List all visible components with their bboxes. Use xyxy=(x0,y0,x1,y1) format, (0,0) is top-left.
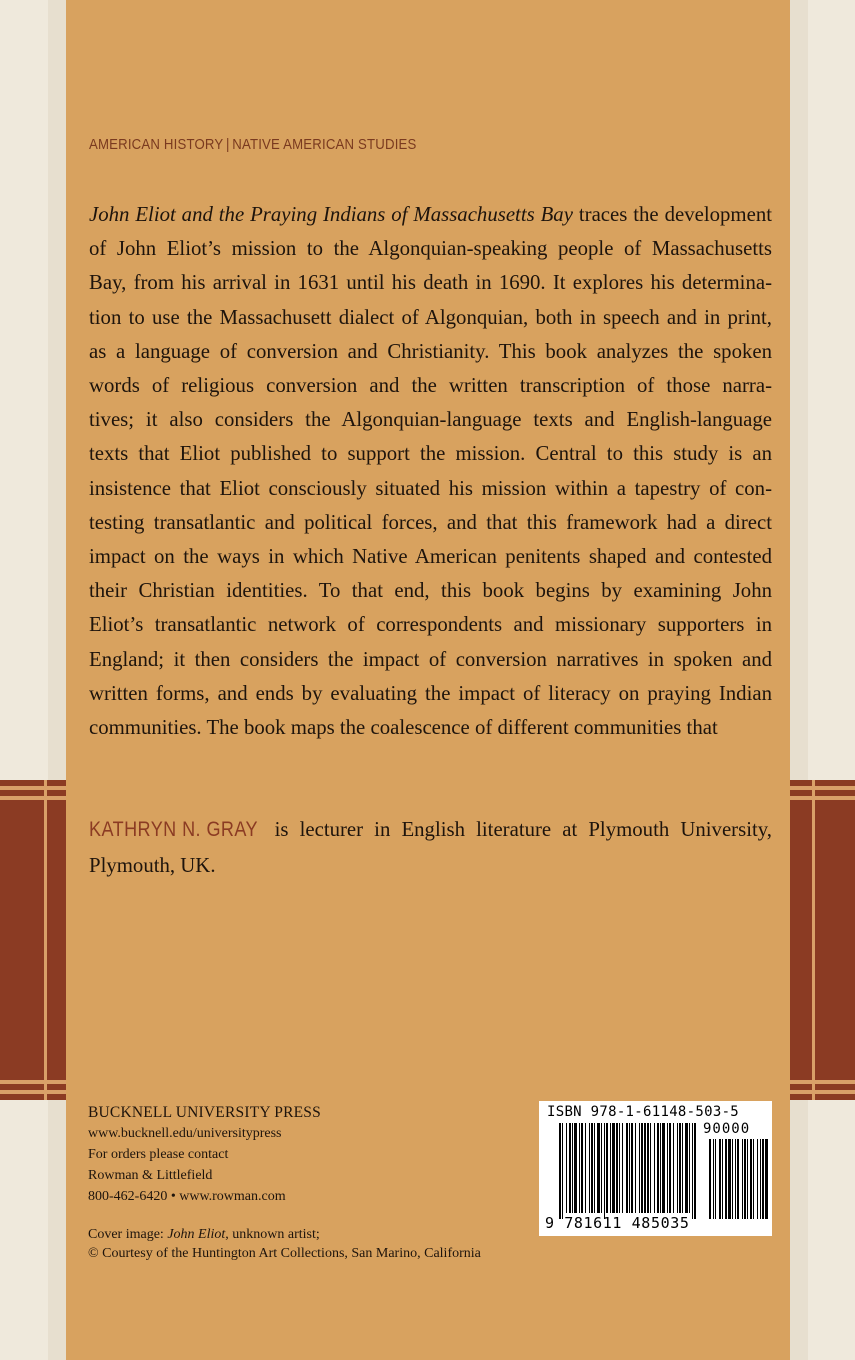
barcode-bar xyxy=(639,1123,640,1213)
barcode-bar xyxy=(585,1123,586,1213)
price-bar xyxy=(732,1139,733,1219)
description-line: as a language of conversion and Christianity. This book analyzes the spoken xyxy=(89,339,772,363)
category-native-american-studies: NATIVE AMERICAN STUDIES xyxy=(232,136,417,153)
barcode-bar xyxy=(679,1123,681,1213)
barcode-bar xyxy=(601,1123,602,1213)
barcode-bar xyxy=(581,1123,583,1213)
price-bar xyxy=(728,1139,731,1219)
barcode-bar xyxy=(650,1123,651,1213)
description-line: of John Eliot’s mission to the Algonquian-speaking people of Massachusetts xyxy=(89,237,772,261)
ean-digits: 9 781611 485035 xyxy=(545,1214,690,1232)
publisher-url: www.bucknell.edu/universitypress xyxy=(88,1126,282,1141)
description-line: insistence that Eliot consciously situated his mission within a tapestry of con- xyxy=(89,476,772,500)
barcode-bar xyxy=(644,1123,646,1213)
price-bar xyxy=(722,1139,723,1219)
description-line: Eliot’s transatlantic network of correspondents and missionary supporters in xyxy=(89,613,772,637)
description-line: words of religious conversion and the written transcription of those narra- xyxy=(89,374,772,398)
barcode-bar xyxy=(610,1123,611,1213)
barcode-bar xyxy=(692,1123,693,1219)
price-bar xyxy=(719,1139,721,1219)
barcode-bar xyxy=(694,1123,696,1219)
subject-category xyxy=(89,136,416,153)
barcode-bar xyxy=(591,1123,593,1213)
barcode-bar xyxy=(569,1123,571,1213)
isbn-number: ISBN 978-1-61148-503-5 xyxy=(547,1104,740,1120)
left-margin-strip xyxy=(0,0,48,1360)
description-line: texts that Eliot published to support the mission. Central to this study is an xyxy=(89,442,772,466)
barcode-bar xyxy=(594,1123,595,1213)
author-bio-line: KATHRYN N. GRAY is lecturer in English literature at Plymouth University, xyxy=(89,812,772,848)
description-line: England; it then considers the impact of conversion narratives in spoken and xyxy=(89,647,772,671)
right-decorative-band xyxy=(790,780,855,1100)
barcode-bar xyxy=(572,1123,573,1213)
credit-line-1: Cover image: John Eliot, unknown artist; xyxy=(88,1227,320,1242)
description-line: impact on the ways in which Native American penitents shaped and contested xyxy=(89,545,772,569)
price-bar xyxy=(709,1139,711,1219)
description-line: tives; it also considers the Algonquian-language texts and English-language xyxy=(89,408,772,432)
cover-image-credit xyxy=(88,1225,481,1263)
description-line: tion to use the Massachusett dialect of Algonquian, both in speech and in print, xyxy=(89,305,772,329)
price-bar xyxy=(747,1139,748,1219)
publisher-block xyxy=(88,1102,321,1207)
barcode-bar xyxy=(606,1123,608,1213)
barcode-bar xyxy=(641,1123,643,1213)
description-line: written forms, and ends by evaluating the impact of literacy on praying Indian xyxy=(89,681,772,705)
price-code: 90000 xyxy=(703,1121,751,1137)
price-bar xyxy=(760,1139,761,1219)
barcode-bar xyxy=(667,1123,668,1213)
barcode-bar xyxy=(657,1123,659,1213)
barcode-bar xyxy=(635,1123,636,1213)
barcode-bar xyxy=(626,1123,628,1213)
barcode-bar xyxy=(574,1123,577,1213)
distributor-name: Rowman & Littlefield xyxy=(88,1168,213,1183)
left-inner-strip xyxy=(48,0,66,1360)
right-margin-strip xyxy=(808,0,855,1360)
barcode-bar xyxy=(669,1123,671,1213)
book-description xyxy=(89,198,772,745)
description-line: communities. The book maps the coalescence of different communities that xyxy=(89,716,718,740)
credit-work-title: John Eliot xyxy=(167,1227,226,1242)
orders-note: For orders please contact xyxy=(88,1147,229,1162)
barcode-bar xyxy=(647,1123,649,1213)
barcode-bar xyxy=(677,1123,678,1213)
description-line: John Eliot and the Praying Indians of Massachusetts Bay traces the development xyxy=(89,203,772,226)
left-decorative-band xyxy=(0,780,66,1100)
description-line: their Christian identities. To that end, this book begins by examining John xyxy=(89,579,772,603)
price-bar xyxy=(735,1139,736,1219)
price-bar xyxy=(713,1139,714,1219)
price-bar xyxy=(757,1139,758,1219)
barcode-bar xyxy=(562,1123,563,1219)
distributor-contact: 800-462-6420 • www.rowman.com xyxy=(88,1189,286,1204)
price-bar xyxy=(715,1139,716,1219)
author-name: KATHRYN N. GRAY xyxy=(89,818,259,841)
price-bar xyxy=(744,1139,746,1219)
price-bar xyxy=(750,1139,752,1219)
barcode-bar xyxy=(673,1123,674,1213)
barcode-bar xyxy=(612,1123,615,1213)
barcode-bar xyxy=(597,1123,600,1213)
category-american-history: AMERICAN HISTORY xyxy=(89,136,224,153)
barcode-bar xyxy=(631,1123,633,1213)
barcode-bar xyxy=(619,1123,620,1213)
barcode-bar xyxy=(629,1123,630,1213)
price-bar xyxy=(737,1139,739,1219)
barcode-bar xyxy=(566,1123,567,1213)
description-line: Bay, from his arrival in 1631 until his death in 1690. It explores his determina- xyxy=(89,271,772,295)
barcode-bar xyxy=(685,1123,688,1213)
price-bar xyxy=(725,1139,727,1219)
isbn-barcode xyxy=(539,1101,772,1236)
right-inner-strip xyxy=(790,0,808,1360)
barcode-bar xyxy=(689,1123,690,1213)
barcode-bar xyxy=(654,1123,655,1213)
barcode-bar xyxy=(622,1123,623,1213)
price-bar xyxy=(742,1139,743,1219)
barcode-bar xyxy=(579,1123,580,1213)
barcode-bar xyxy=(662,1123,665,1213)
credit-line-2: © Courtesy of the Huntington Art Collections, San Marino, California xyxy=(88,1246,481,1261)
price-bar xyxy=(753,1139,754,1219)
barcode-bar xyxy=(660,1123,661,1213)
book-title-italic: John Eliot and the Praying Indians of Massachusetts Bay xyxy=(89,203,573,226)
price-bar xyxy=(765,1139,768,1219)
category-separator: | xyxy=(226,136,230,153)
barcode-bar xyxy=(616,1123,618,1213)
barcode-bar xyxy=(559,1123,561,1219)
author-bio-line: Plymouth, UK. xyxy=(89,854,216,877)
author-bio xyxy=(89,812,772,884)
barcode-bar xyxy=(604,1123,605,1219)
barcode-bar xyxy=(589,1123,590,1213)
description-line: testing transatlantic and political forces, and that this framework had a direct xyxy=(89,510,772,534)
barcode-bar xyxy=(682,1123,683,1213)
price-bar xyxy=(762,1139,764,1219)
publisher-name: BUCKNELL UNIVERSITY PRESS xyxy=(88,1104,321,1121)
